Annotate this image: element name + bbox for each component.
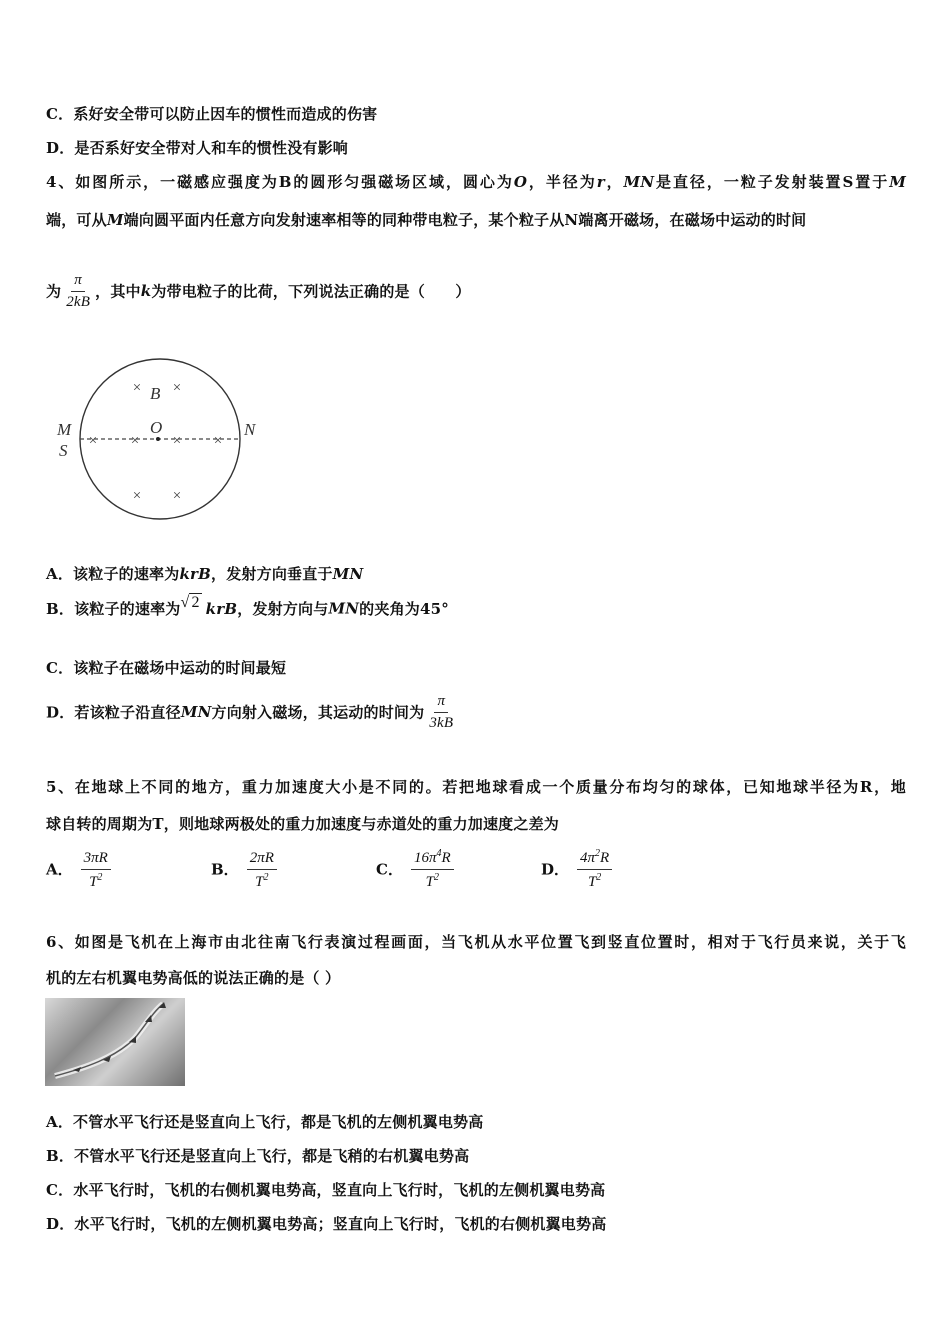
q4-time-fraction: $\frac{\pi}{2kB}$ [66, 272, 91, 310]
q4-option-a: A．该粒子的速率为krB，发射方向垂直于MN [46, 565, 364, 583]
q6-option-a: A．不管水平飞行还是竖直向上飞行，都是飞机的左侧机翼电势高 [46, 1113, 484, 1131]
cross-mark: × [132, 380, 142, 396]
cross-mark: × [213, 433, 223, 449]
q4-stem-line2: 端，可从M端向圆平面内任意方向发射速率相等的同种带电粒子，某个粒子从N端离开磁场，在磁场中运动的时间 [46, 211, 807, 229]
label-b: B [150, 384, 161, 403]
center-point [156, 437, 160, 441]
q4-stem-line3: 为 $\frac{\pi}{2kB}$ ，其中k为带电粒子的比荷，下列说法正确的是（ ） [46, 272, 471, 310]
cross-mark: × [172, 433, 182, 449]
q6-option-d: D．水平飞行时，飞机的左侧机翼电势高；竖直向上飞行时，飞机的右侧机翼电势高 [46, 1215, 607, 1233]
label-n: N [244, 420, 256, 439]
q5-option-c: C． $\frac{16\pi^4R}{T^2}$ [376, 848, 456, 890]
airshow-photo [45, 998, 185, 1086]
cross-mark: × [130, 433, 140, 449]
q4-magnetic-field-figure [50, 355, 270, 525]
q5-option-b: B． $\frac{2\pi R}{T^2}$ [211, 848, 279, 890]
q4-option-c: C．该粒子在磁场中运动的时间最短 [46, 659, 287, 677]
q4-stem-line1: 4、如图所示，一磁感应强度为B的圆形匀强磁场区域，圆心为O，半径为r，MN是直径，一粒子发射装置S置于M [46, 173, 907, 191]
q3-option-d: D．是否系好安全带对人和车的惯性没有影响 [46, 139, 349, 157]
q4-option-b: B．该粒子的速率为√ 2 krB，发射方向与MN的夹角为45° [46, 594, 449, 618]
q5-stem-line2: 球自转的周期为T，则地球两极处的重力加速度与赤道处的重力加速度之差为 [46, 815, 559, 833]
q4-option-d: D．若该粒子沿直径MN方向射入磁场，其运动的时间为 $\frac{\pi}{3kB}$ [46, 693, 458, 731]
q5-stem-line1: 5、在地球上不同的地方，重力加速度大小是不同的。若把地球看成一个质量分布均匀的球体，已知地球半径为R，地 [46, 778, 906, 796]
q6-option-c: C．水平飞行时，飞机的右侧机翼电势高，竖直向上飞行时，飞机的左侧机翼电势高 [46, 1181, 606, 1199]
q6-stem-line1: 6、如图是飞机在上海市由北往南飞行表演过程画面，当飞机从水平位置飞到竖直位置时，相对于飞行员来说，关于飞 [46, 933, 906, 951]
q6-option-b: B．不管水平飞行还是竖直向上飞行，都是飞稍的右机翼电势高 [46, 1147, 470, 1165]
sqrt-expression: √ 2 [180, 594, 200, 611]
q6-stem-line2: 机的左右机翼电势高低的说法正确的是（ ） [46, 969, 341, 987]
cross-mark: × [132, 488, 142, 504]
label-o: O [150, 418, 163, 437]
q5-option-d: D． $\frac{4\pi^2R}{T^2}$ [541, 848, 614, 890]
q3-option-c: C．系好安全带可以防止因车的惯性而造成的伤害 [46, 105, 378, 123]
cross-mark: × [88, 433, 98, 449]
cross-mark: × [172, 488, 182, 504]
q5-option-a: A． $\frac{3\pi R}{T^2}$ [46, 848, 113, 890]
label-s: S [59, 441, 68, 460]
label-m: M [57, 420, 72, 439]
q4-d-fraction: $\frac{\pi}{3kB}$ [429, 693, 454, 731]
cross-mark: × [172, 380, 182, 396]
